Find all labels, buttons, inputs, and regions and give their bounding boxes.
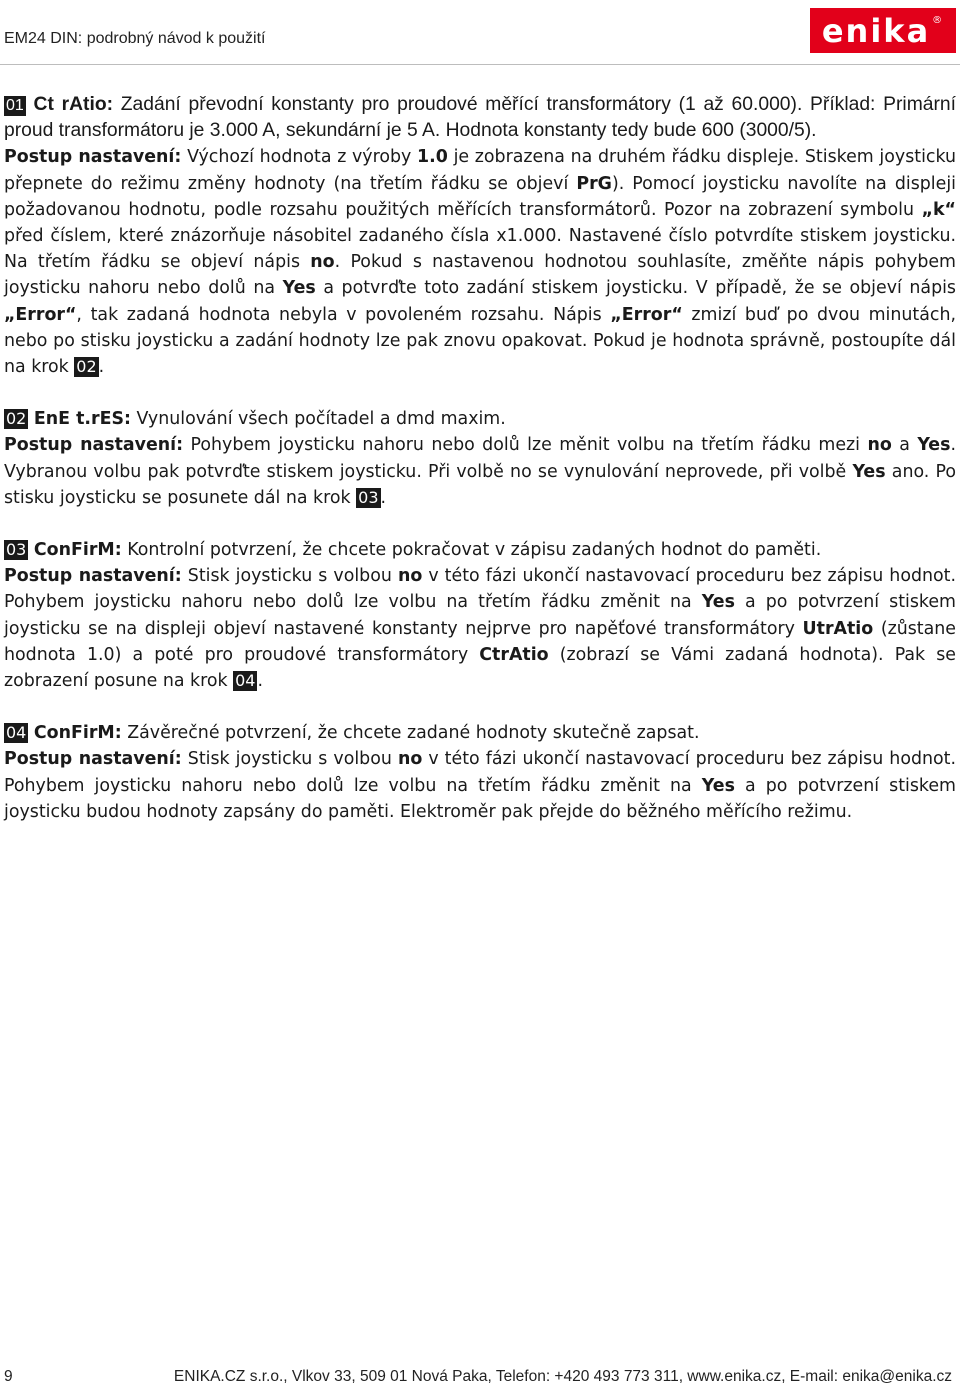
section-02-title: EnE t.rES:	[33, 409, 131, 430]
section-04-procedure: Postup nastavení: Stisk joysticku s volbou no v této fázi ukončí nastavovací proceduru bez zápisu hodnot. Pohybem joysticku nahoru nebo dolů lze volbu na třetím řádku změnit na Yes a po potvrzení stiskem joysticku budou hodnoty zapsány do paměti. Elektroměr pak přejde do běžného měřícího režimu.	[4, 749, 957, 822]
section-01-procedure: Postup nastavení: Výchozí hodnota z výroby 1.0 je zobrazena na druhém řádku displeje. Stiskem joysticku přepnete do režimu změny hodnoty (na třetím řádku se objeví PrG). Pomocí joysticku navolíte na displeji požadovanou hodnotu, podle rozsahu použitých měřících transformátorů. Pozor na zobrazení symbolu „k“ před číslem, které znázorňuje násobitel zadaného čísla x1.000. Nastavené číslo potvrdíte stiskem joysticku. Na třetím řádku se objeví nápis no. Pokud s nastavenou hodnotou souhlasíte, změňte nápis pohybem joysticku nahoru nebo dolů na Yes a potvrďte toto zadání stiskem joysticku. V případě, že se objeví nápis „Error“, tak zadaná hodnota nebyla v povoleném rozsahu. Nápis „Error“ zmizí buď po dvou minutách, nebo po stisku joysticku a zadání hodnoty lze pak znovu opakovat. Pokud je hodnota správně, postoupíte dál na krok 02 .	[4, 147, 957, 378]
section-04-intro: 04 ConFirM: Závěrečné potvrzení, že chcete zadané hodnoty skutečně zapsat.	[6, 723, 700, 744]
logo-text: enika	[821, 11, 931, 50]
step-badge-04-ref: 04	[235, 671, 256, 691]
document-body	[4, 92, 956, 825]
section-03-title: ConFirM:	[33, 540, 122, 561]
section-02-intro: 02 EnE t.rES: Vynulování všech počítadel a dmd maxim.	[6, 409, 506, 430]
section-04-title: ConFirM:	[33, 723, 122, 744]
header-divider	[0, 64, 960, 65]
enika-logo	[810, 8, 956, 53]
section-01	[4, 92, 956, 144]
step-badge-01: 01	[6, 97, 24, 114]
document-header-title: EM24 DIN: podrobný návod k použití	[4, 30, 266, 47]
step-badge-02: 02	[6, 409, 27, 429]
postup-label: Postup nastavení:	[4, 749, 182, 770]
page-number: 9	[4, 1368, 13, 1385]
postup-label: Postup nastavení:	[4, 435, 184, 456]
step-badge-04: 04	[6, 723, 27, 743]
postup-label: Postup nastavení:	[4, 566, 182, 587]
step-badge-02-ref: 02	[76, 357, 97, 377]
footer-company-info: ENIKA.CZ s.r.o., Vlkov 33, 509 01 Nová Paka, Telefon: +420 493 773 311, www.enika.cz, E-mail: enika@enika.cz	[173, 1368, 952, 1385]
step-badge-03-ref: 03	[358, 487, 379, 507]
section-03-procedure: Postup nastavení: Stisk joysticku s volbou no v této fázi ukončí nastavovací proceduru bez zápisu hodnot. Pohybem joysticku nahoru nebo dolů lze volbu na třetím řádku změnit na Yes a po potvrzení stiskem joysticku se na displeji objeví nastavené konstanty nejprve pro napěťové transformátory UtrAtio (zůstane hodnota 1.0) a poté pro proudové transformátory CtrAtio (zobrazí se Vámi zadaná hodnota). Pak se zobrazení posune na krok 04 .	[4, 566, 957, 692]
section-03-intro: 03 ConFirM: Kontrolní potvrzení, že chcete pokračovat v zápisu zadaných hodnot do paměti.	[6, 540, 822, 561]
section-01-intro: 01 Ct rAtio: Zadání převodní konstanty pro proudové měřící transformátory (1 až 60.000). Příklad: Primární proud transformátoru je 3.000 A, sekundární je 5 A. Hodnota konstanty tedy bude 600 (3000/5).	[4, 94, 956, 142]
section-02-procedure: Postup nastavení: Pohybem joysticku nahoru nebo dolů lze měnit volbu na třetím řádku mezi no a Yes. Vybranou volbu pak potvrďte stiskem joysticku. Při volbě no se vynulování neprovede, při volbě Yes ano. Po stisku joysticku se posunete dál na krok 03 .	[4, 435, 957, 508]
section-01-title: Ct rAtio:	[33, 94, 114, 115]
postup-label: Postup nastavení:	[4, 147, 182, 168]
registered-mark: ®	[932, 15, 945, 26]
step-badge-03: 03	[6, 540, 27, 560]
